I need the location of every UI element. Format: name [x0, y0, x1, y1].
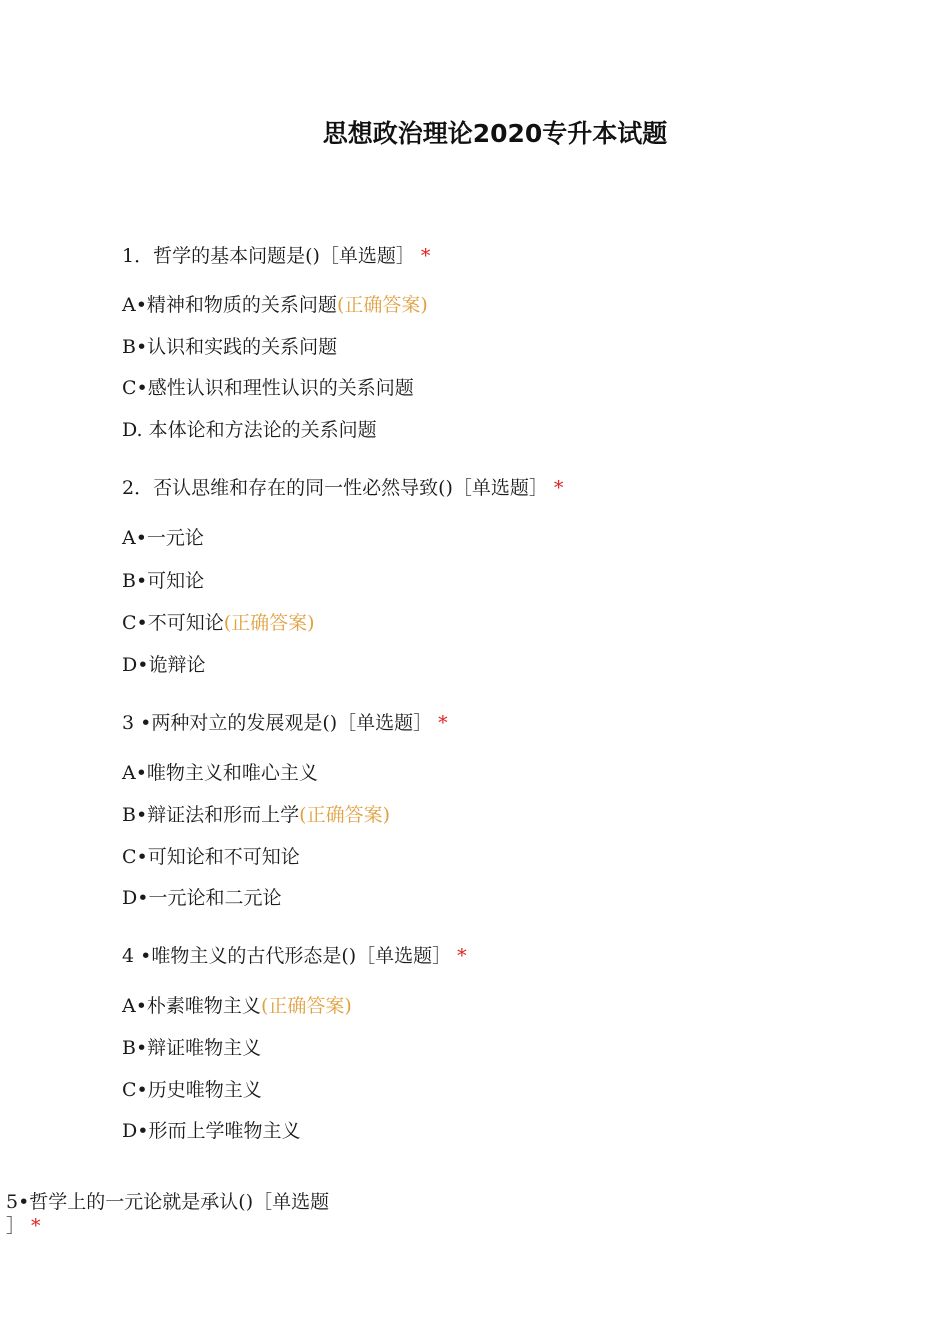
option-text: D•形而上学唯物主义: [122, 1120, 301, 1142]
question-1-option-c: [122, 376, 414, 400]
option-text: B•辩证唯物主义: [122, 1037, 262, 1059]
required-mark: *: [553, 477, 564, 499]
question-4-option-c: [122, 1078, 262, 1102]
option-text: C•历史唯物主义: [122, 1079, 262, 1101]
question-2-option-d: [122, 653, 205, 677]
question-4-option-b: [122, 1036, 261, 1060]
correct-answer-tag: (正确答案): [336, 294, 428, 316]
question-1-option-a: [122, 293, 428, 317]
option-text: B•认识和实践的关系问题: [122, 336, 338, 358]
question-stem-bracket: ］: [6, 1215, 26, 1237]
question-1-stem: [122, 244, 430, 268]
option-text: C•感性认识和理性认识的关系问题: [122, 377, 414, 399]
option-text: A•唯物主义和唯心主义: [122, 762, 318, 784]
question-4-stem: [122, 944, 467, 968]
option-text: A•一元论: [122, 527, 204, 549]
question-5-stem: [6, 1190, 366, 1238]
required-mark: *: [457, 945, 467, 967]
question-stem-text: 3 •两种对立的发展观是()［单选题］: [122, 712, 433, 734]
correct-answer-tag: (正确答案): [299, 804, 390, 826]
question-2-option-a: [122, 526, 204, 550]
option-text: B•辩证法和形而上学: [122, 804, 300, 826]
question-3-stem: [122, 711, 448, 735]
required-mark: *: [438, 712, 448, 734]
question-1-option-d: [122, 418, 377, 442]
question-stem-text: 5•哲学上的一元论就是承认()［单选题: [6, 1191, 330, 1213]
question-3-option-c: [122, 845, 300, 869]
required-mark: *: [31, 1215, 41, 1237]
option-text: A•朴素唯物主义: [122, 995, 261, 1017]
question-4-option-a: [122, 994, 352, 1018]
option-text: D•诡辩论: [122, 654, 206, 676]
option-text: D. 本体论和方法论的关系问题: [122, 419, 377, 441]
option-text: B•可知论: [122, 570, 205, 592]
question-stem-continuation: [6, 1214, 366, 1238]
required-mark: *: [420, 245, 431, 267]
question-stem-text: 2．否认思维和存在的同一性必然导致()［单选题］: [122, 477, 548, 499]
page-title: 思想政治理论2020专升本试题: [322, 119, 668, 148]
question-2-option-b: [122, 569, 204, 593]
question-3-option-a: [122, 761, 318, 785]
option-text: A•精神和物质的关系问题: [122, 294, 337, 316]
correct-answer-tag: (正确答案): [223, 612, 315, 634]
question-stem-text: 1．哲学的基本问题是()［单选题］: [122, 245, 415, 267]
question-stem-text: 4 •唯物主义的古代形态是()［单选题］: [122, 945, 452, 967]
option-text: C•不可知论: [122, 612, 224, 634]
question-1-option-b: [122, 335, 337, 359]
question-3-option-d: [122, 886, 281, 910]
question-2-stem: [122, 476, 563, 500]
option-text: D•一元论和二元论: [122, 887, 282, 909]
question-3-option-b: [122, 803, 390, 827]
option-text: C•可知论和不可知论: [122, 846, 300, 868]
correct-answer-tag: (正确答案): [260, 995, 352, 1017]
question-4-option-d: [122, 1119, 300, 1143]
question-2-option-c: [122, 611, 315, 635]
